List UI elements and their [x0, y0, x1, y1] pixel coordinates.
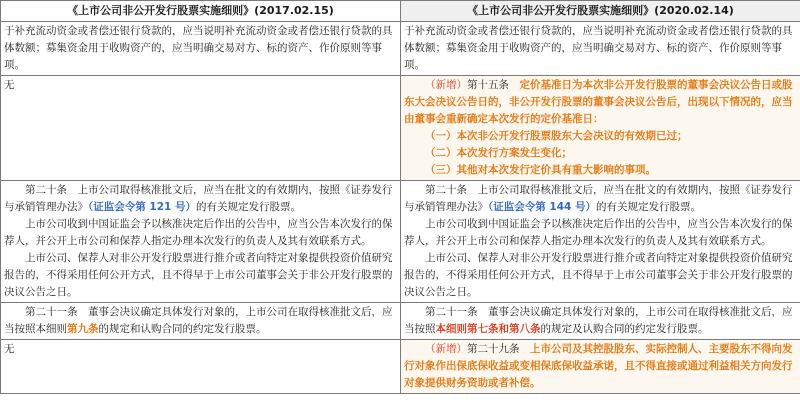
- header-row: [1, 1, 800, 22]
- row4-left-a: 第二十一条 董事会决议确定具体发行对象的，上市公司在取得核准批文后，应当按照本细则: [4, 306, 393, 335]
- new-tag: （新增）: [425, 343, 467, 355]
- row5-body: 上市公司及其控股股东、实际控制人、主要股东不得向发行对象作出保底保收益或变相保底保收益承诺，且不得直接或通过利益相关方向发行对象提供财务资助或者补偿。: [404, 343, 793, 389]
- table-row: [1, 22, 800, 76]
- row4-right: [401, 303, 800, 340]
- table-row: [1, 340, 800, 394]
- new-tag: （新增）: [425, 79, 467, 91]
- row5-left: [1, 340, 401, 394]
- row5-left-none: 无: [4, 343, 15, 355]
- table-row: [1, 76, 800, 181]
- row1-right-text: 于补充流动资金或者偿还银行贷款的，应当说明补充流动资金或者偿还银行贷款的具体数额；募集资金用于收购资产的，应当明确交易对方、标的资产、作价原则等事项。: [404, 25, 793, 71]
- row2-right-main: [404, 77, 797, 128]
- row2-left: [1, 76, 401, 181]
- row3-left-p1-a: 第二十条 上市公司取得核准批文后，应当在批文的有效期内，按照《证券发行与承销管理办法》: [4, 184, 393, 213]
- row3-right-p1-a: 第二十条 上市公司取得核准批文后，应当在批文的有效期内，按照《证券发行与承销管理办法》: [404, 184, 793, 213]
- article-ref-new: 本细则第七条和第八条: [435, 323, 541, 335]
- decree-number-old: （证监会令第 121 号）: [88, 201, 196, 213]
- row1-left-text: 于补充流动资金或者偿还银行贷款的，应当说明补充流动资金或者偿还银行贷款的具体数额；募集资金用于收购资产的，应当明确交易对方、标的资产、作价原则等事项。: [4, 25, 393, 71]
- row3-right-p3: 上市公司、保荐人对非公开发行股票进行推介或者向特定对象提供投资价值研究报告的，不得采用任何公开方式，且不得早于上市公司董事会关于非公开发行股票的决议公告之日。: [404, 252, 793, 298]
- row3-left-p1-b: 的有关规定发行股票。: [195, 201, 301, 213]
- row2-left-none: 无: [4, 79, 15, 91]
- row3-right: [401, 181, 800, 303]
- row4-right-a: 第二十一条 董事会决议确定具体发行对象的，上市公司在取得核准批文后，应当按照: [404, 306, 793, 335]
- row4-left: [1, 303, 401, 340]
- row1-right: [401, 22, 800, 76]
- row2-item-1: （一）本次非公开发行股票股东大会决议的有效期已过；: [425, 130, 688, 142]
- row2-item-2: （二）本次发行方案发生变化；: [425, 147, 572, 159]
- row2-right: [401, 76, 800, 181]
- article-number: 第十五条: [467, 79, 509, 91]
- row3-left-p1: [4, 182, 397, 216]
- row3-left: [1, 181, 401, 303]
- row4-right-b: 的规定及认购合同的约定发行股票。: [540, 323, 709, 335]
- header-right: 《上市公司非公开发行股票实施细则》(2020.02.14): [401, 1, 800, 22]
- row4-left-text: [4, 304, 397, 338]
- row3-left-p2: 上市公司收到中国证监会予以核准决定后作出的公告中，应当公告本次发行的保荐人，并公开上市公司和保荐人指定办理本次发行的负责人及其有效联系方式。: [4, 218, 393, 247]
- row3-right-p1: [404, 182, 797, 216]
- row3-right-p2: 上市公司收到中国证监会予以核准决定后作出的公告中，应当公告本次发行的保荐人，并公开上市公司和保荐人指定办理本次发行的负责人及其有效联系方式。: [404, 218, 793, 247]
- article-ref-old: 第九条: [67, 323, 99, 335]
- table-row: [1, 303, 800, 340]
- row5-right-main: [404, 341, 797, 392]
- row4-left-b: 的规定和认购合同的约定发行股票。: [98, 323, 267, 335]
- row1-left: [1, 22, 401, 76]
- row2-body: 定价基准日为本次非公开发行股票的董事会决议公告日或股东大会决议公告日的，非公开发行股票的董事会决议公告后，出现以下情况的，应当由董事会重新确定本次发行的定价基准日：: [404, 79, 793, 125]
- row3-left-p3: 上市公司、保荐人对非公开发行股票进行推介或者向特定对象提供投资价值研究报告的，不得采用任何公开方式，且不得早于上市公司董事会关于非公开发行股票的决议公告之日。: [4, 252, 393, 298]
- row2-item-3: （三）其他对本次发行定价具有重大影响的事项。: [425, 164, 656, 176]
- article-number: 第二十九条: [467, 343, 520, 355]
- header-left: 《上市公司非公开发行股票实施细则》(2017.02.15): [1, 1, 401, 22]
- row4-right-text: [404, 304, 797, 338]
- row5-right: [401, 340, 800, 394]
- row3-right-p1-b: 的有关规定发行股票。: [595, 201, 701, 213]
- decree-number-new: （证监会令第 144 号）: [488, 201, 596, 213]
- table-row: [1, 181, 800, 303]
